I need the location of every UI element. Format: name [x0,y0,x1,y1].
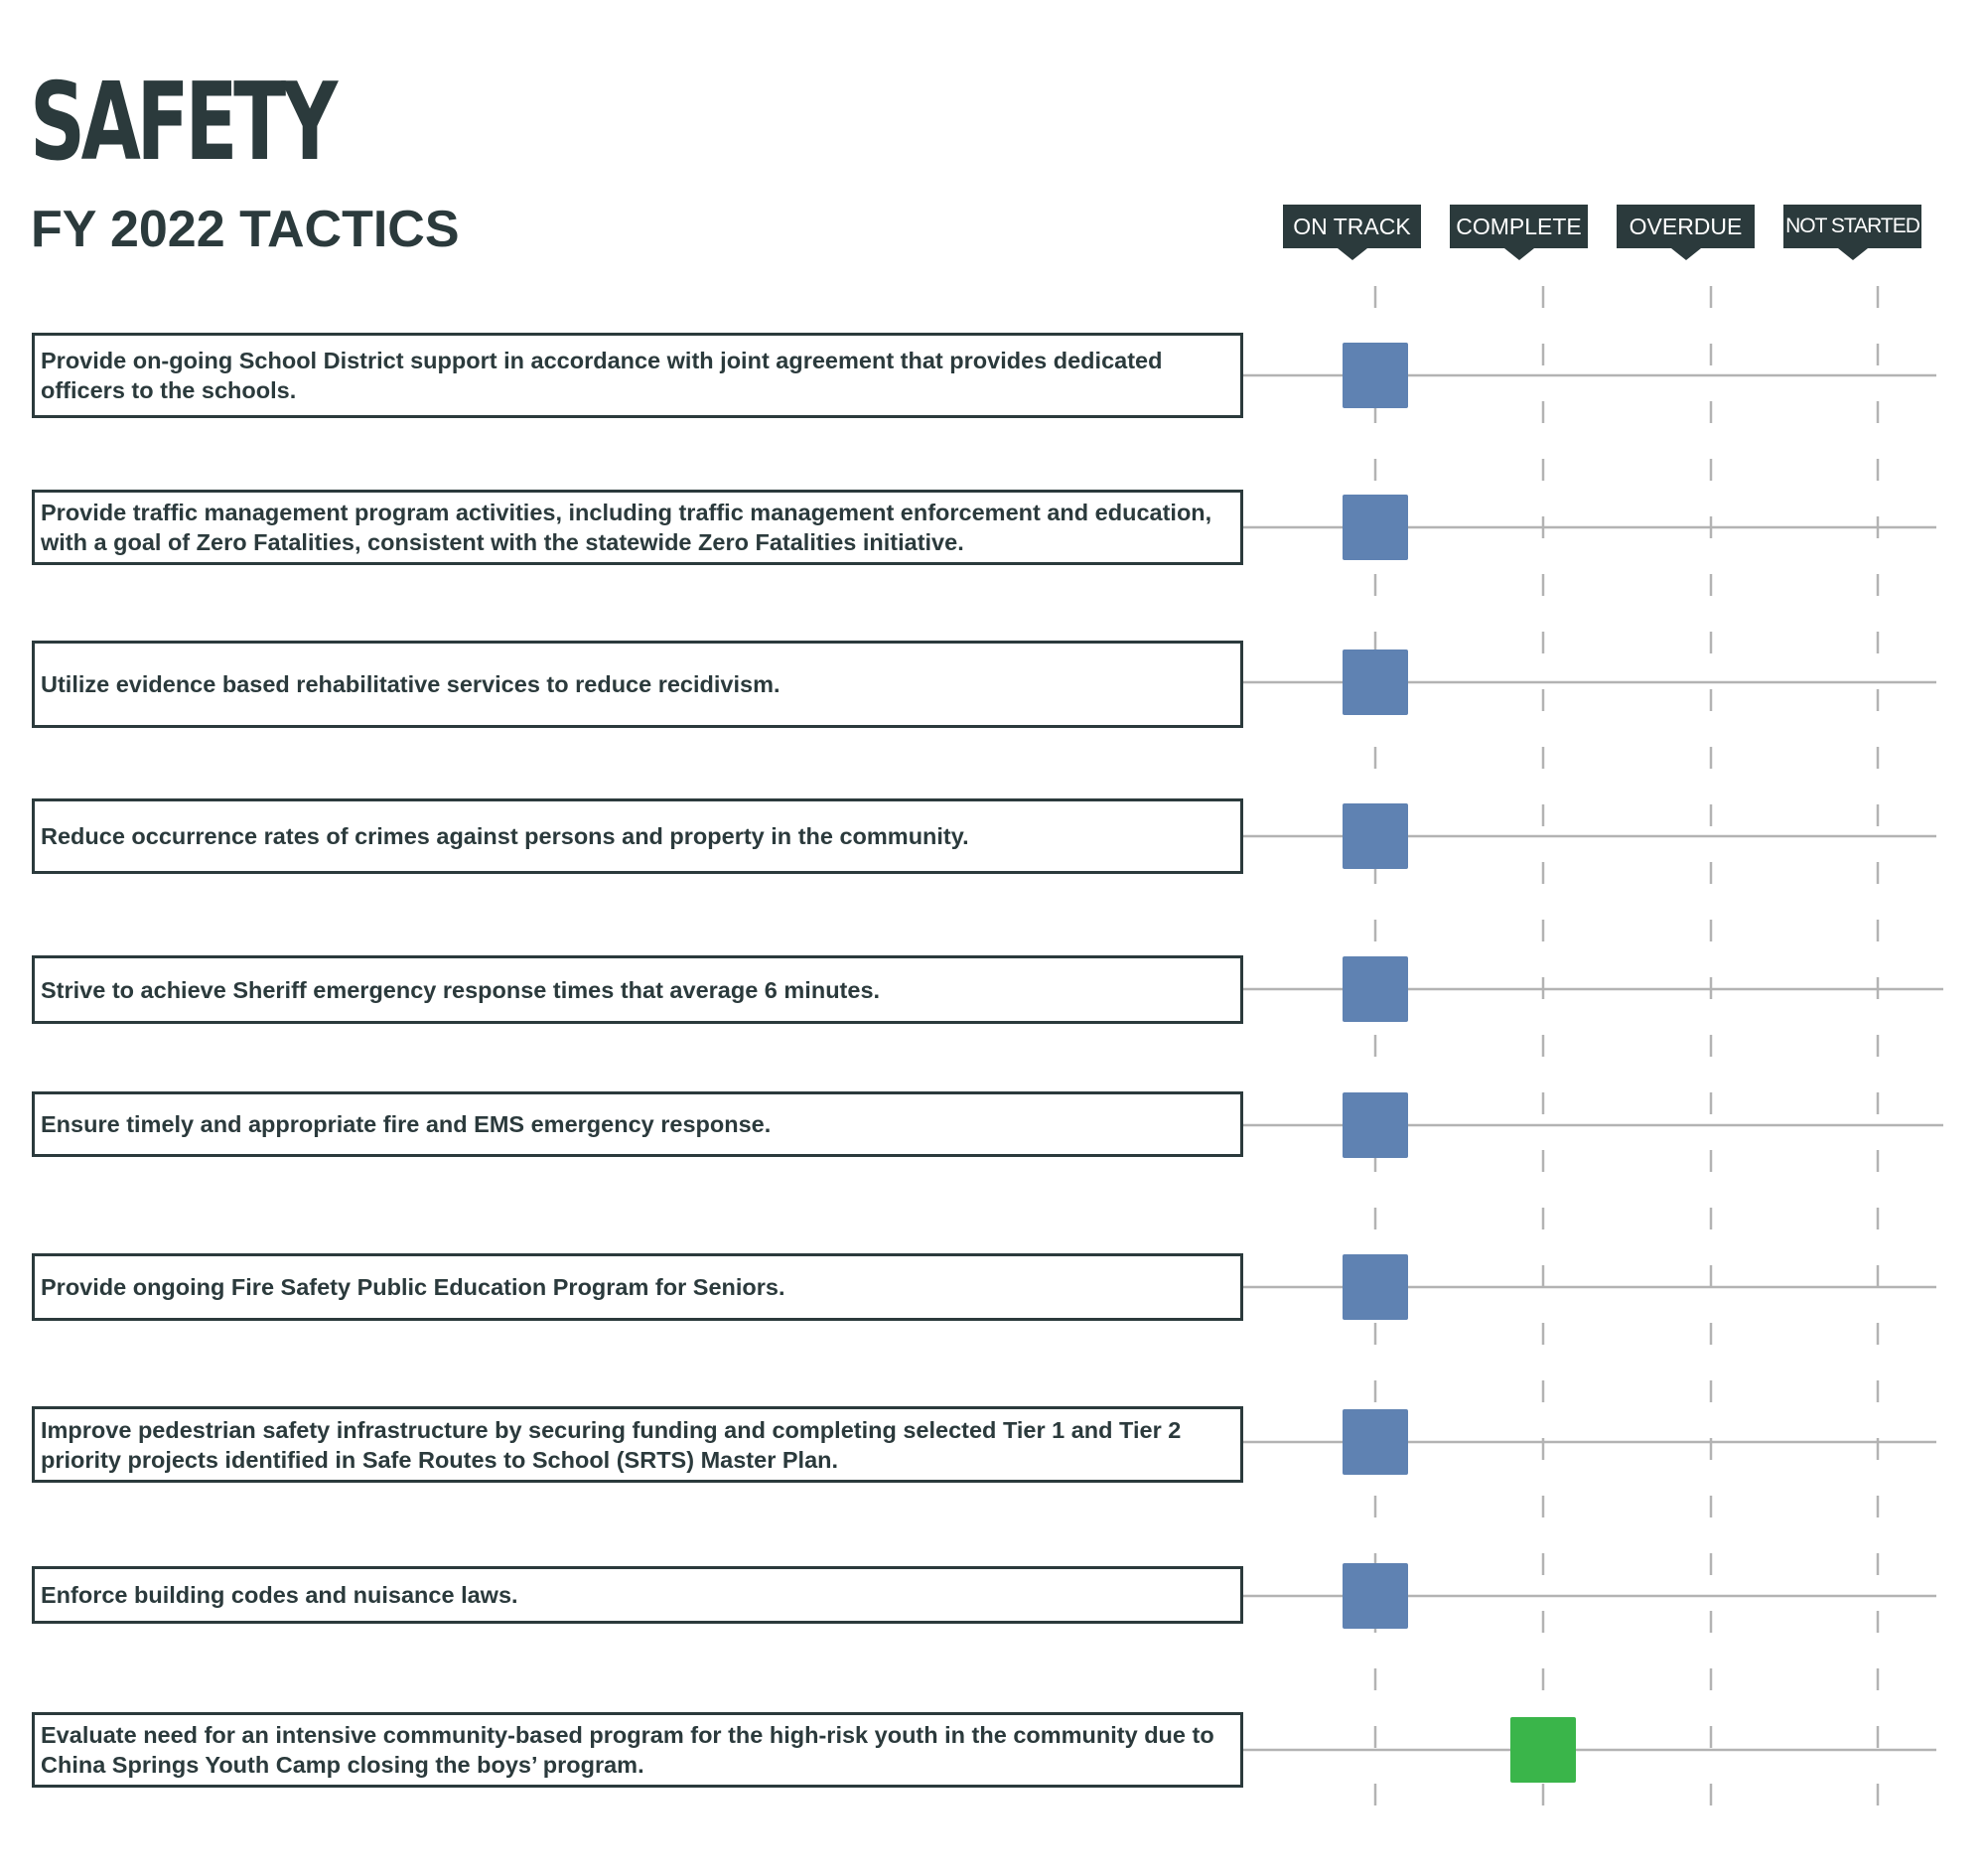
tactic-row [32,1566,1243,1624]
status-marker-on-track [1343,495,1408,560]
tactic-row [32,1406,1243,1483]
tactic-text: Evaluate need for an intensive community-based program for the high-risk youth in the community due to China Springs Youth Camp closing the boys’ program. [41,1722,1214,1778]
status-marker-complete [1510,1717,1576,1783]
status-marker-on-track [1343,1092,1408,1158]
tactic-row [32,1712,1243,1788]
status-marker-on-track [1343,1254,1408,1320]
tactic-text: Reduce occurrence rates of crimes against persons and property in the community. [41,823,969,849]
tactic-row [32,641,1243,728]
status-marker-on-track [1343,649,1408,715]
tactic-text: Strive to achieve Sheriff emergency response times that average 6 minutes. [41,976,881,1003]
tactic-text: Ensure timely and appropriate fire and EMS emergency response. [41,1111,772,1137]
status-marker-on-track [1343,1563,1408,1629]
tactic-text: Provide traffic management program activities, including traffic management enforcement and education, with a goal of Zero Fatalities, consistent with the statewide Zero Fatalities initiative. [41,500,1212,555]
status-marker-on-track [1343,343,1408,408]
tactic-row [32,490,1243,565]
status-marker-on-track [1343,1409,1408,1475]
status-header-on-track: ON TRACK [1283,205,1421,248]
tactic-row [32,798,1243,874]
status-marker-on-track [1343,956,1408,1022]
tactic-text: Provide on-going School District support in accordance with joint agreement that provides dedicated officers to the schools. [41,348,1163,403]
tactic-text: Provide ongoing Fire Safety Public Education Program for Seniors. [41,1274,785,1300]
status-header-complete: COMPLETE [1450,205,1588,248]
tactic-row [32,1253,1243,1321]
status-header-overdue: OVERDUE [1617,205,1755,248]
tactic-row [32,955,1243,1024]
tactic-row [32,333,1243,418]
status-header-not-started: NOT STARTED [1783,205,1921,248]
tactic-text: Enforce building codes and nuisance laws. [41,1582,518,1608]
tactic-text: Improve pedestrian safety infrastructure by securing funding and completing selected Tier 1 and Tier 2 priority projects identified in Safe Routes to School (SRTS) Master Plan. [41,1416,1182,1473]
status-marker-on-track [1343,803,1408,869]
tactic-row [32,1091,1243,1157]
page-subtitle: FY 2022 TACTICS [31,201,460,258]
tactic-text: Utilize evidence based rehabilitative services to reduce recidivism. [41,671,780,697]
page-title: SAFETY [30,61,334,185]
